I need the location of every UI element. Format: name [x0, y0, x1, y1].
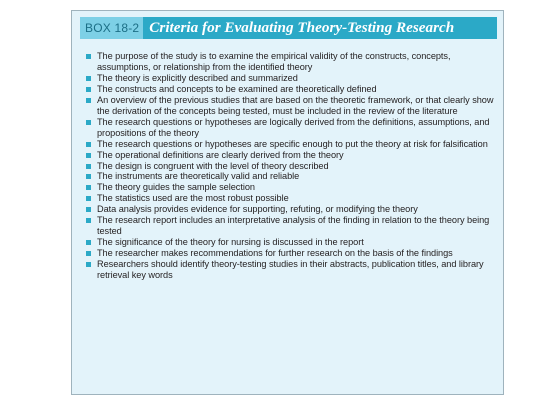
list-item: The research report includes an interpretative analysis of the finding in relation to the theory being tested [86, 215, 499, 237]
list-item: The purpose of the study is to examine the empirical validity of the constructs, concepts, assumptions, or relationship from the identified theory [86, 51, 499, 73]
list-item: Data analysis provides evidence for supporting, refuting, or modifying the theory [86, 204, 499, 215]
list-item: The theory is explicitly described and summarized [86, 73, 499, 84]
list-item: The instruments are theoretically valid and reliable [86, 171, 499, 182]
bullet-icon [86, 218, 91, 223]
bullet-icon [86, 164, 91, 169]
list-item: The research questions or hypotheses are specific enough to put the theory at risk for falsification [86, 139, 499, 150]
list-item: Researchers should identify theory-testing studies in their abstracts, publication titles, and library retrieval key words [86, 259, 499, 281]
list-item: The significance of the theory for nursing is discussed in the report [86, 237, 499, 248]
bullet-icon [86, 76, 91, 81]
bullet-icon [86, 185, 91, 190]
list-item: An overview of the previous studies that are based on the theoretic framework, or that clearly show the derivation of the concepts being tested, must be included in the review of the literature [86, 95, 499, 117]
list-item: The theory guides the sample selection [86, 182, 499, 193]
bullet-icon [86, 142, 91, 147]
list-item: The design is congruent with the level of theory described [86, 161, 499, 172]
bullet-icon [86, 262, 91, 267]
bullet-icon [86, 207, 91, 212]
list-item: The operational definitions are clearly derived from the theory [86, 150, 499, 161]
list-item: The statistics used are the most robust possible [86, 193, 499, 204]
box-header [80, 17, 497, 39]
bullet-icon [86, 196, 91, 201]
bullet-icon [86, 98, 91, 103]
list-item: The constructs and concepts to be examined are theoretically defined [86, 84, 499, 95]
box-title: Criteria for Evaluating Theory-Testing Research [149, 19, 455, 36]
box-number-label: BOX 18-2 [80, 17, 143, 39]
list-item: The research questions or hypotheses are logically derived from the definitions, assumptions, and propositions of the theory [86, 117, 499, 139]
bullet-icon [86, 120, 91, 125]
bullet-icon [86, 87, 91, 92]
bullet-icon [86, 54, 91, 59]
criteria-list [86, 51, 499, 281]
criteria-box [71, 10, 504, 395]
bullet-icon [86, 240, 91, 245]
list-item: The researcher makes recommendations for further research on the basis of the findings [86, 248, 499, 259]
bullet-icon [86, 251, 91, 256]
bullet-icon [86, 153, 91, 158]
bullet-icon [86, 174, 91, 179]
